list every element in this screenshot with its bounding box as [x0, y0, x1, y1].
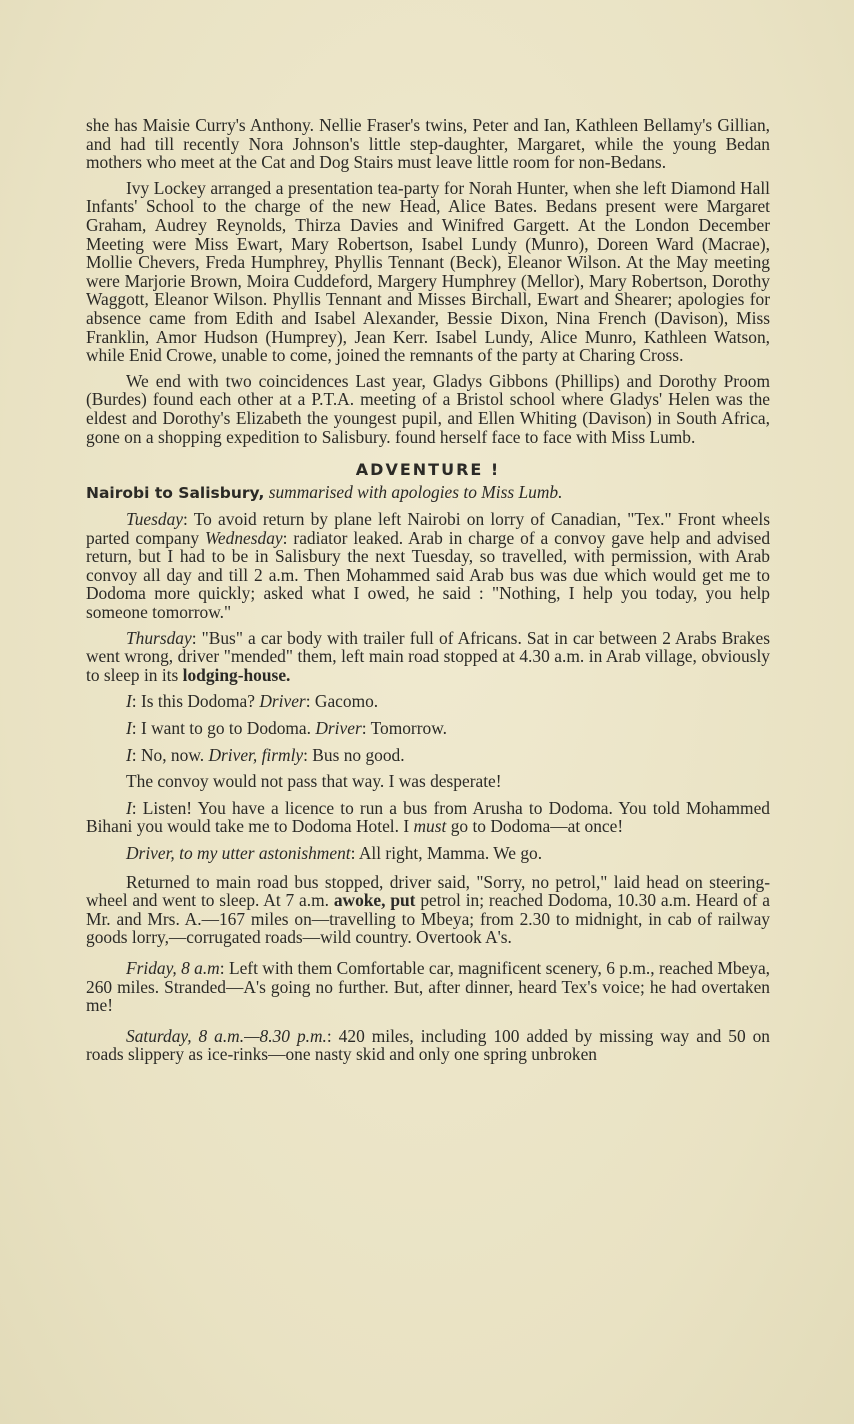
day-label-wednesday: Wednesday: [205, 527, 283, 548]
entry-thursday-bold: lodging-house.: [182, 664, 291, 685]
entry-saturday-text: : 420 miles, including 100 added by missing way and 50 on roads slippery as ice-rinks—one nasty skid and only one spring unbroken: [86, 1025, 770, 1065]
day-label-saturday: Saturday, 8 a.m.—8.30 p.m.: [126, 1025, 327, 1046]
subheading-note: summarised with apologies to Miss Lumb.: [268, 482, 563, 503]
line: : I want to go to Dodoma.: [131, 718, 311, 739]
line: petrol in; reached Dodoma, 10.30 a.m. Heard of a Mr. and Mrs. A.—167 miles on—travelling to Mbeya; from 2.30 to midnight, in cab of railway goods lorry,—corrugated roads—wild country. Overtook A's.: [86, 890, 770, 948]
speaker: I: [126, 691, 132, 712]
emphasis-must: must: [413, 816, 447, 837]
entry-returned-bold: awoke, put: [333, 890, 416, 911]
speaker: I: [126, 797, 132, 818]
line: Returned to main road bus stopped, driver said, "Sorry, no petrol," laid head on steering-wheel and went to sleep. At 7 a.m.: [86, 871, 770, 911]
paragraph-coincidences: We end with two coincidences Last year, Gladys Gibbons (Phillips) and Dorothy Proom (Burdes) found each other at a P.T.A. meeting of a Bristol school where Gladys' Helen was the eldest and Dorothy's Elizabeth the youngest pupil, and Ellen Whiting (Davison) in South Africa, gone on a shopping expedition to Salisbury. found herself face to face with Miss Lumb.: [86, 370, 770, 447]
line: : No, now.: [131, 744, 205, 765]
entry-tuesday: [86, 510, 770, 622]
day-label-tuesday: Tuesday: [126, 509, 184, 530]
convoy-line: The convoy would not pass that way. I was desperate!: [126, 771, 502, 792]
day-label-thursday: Thursday: [126, 627, 192, 648]
paragraph-meetings: Ivy Lockey arranged a presentation tea-party for Norah Hunter, when she left Diamond Hall Infants' School to the charge of the new Head, Alice Bates. Bedans present were Margaret Graham, Audrey Reynolds, Thirza Davies and Winifred Gargett. At the London December Meeting were Miss Ewart, Mary Robertson, Isabel Lundy (Munro), Doreen Ward (Macrae), Mollie Chevers, Freda Humphrey, Phyllis Tennant (Beck), Eleanor Wilson. At the May meeting were Marjorie Brown, Moira Cuddeford, Margery Humphrey (Mellor), Mary Robertson, Dorothy Waggott, Eleanor Wilson. Phyllis Tennant and Misses Birchall, Ewart and Shearer; apologies for absence came from Edith and Isabel Alexander, Bessie Dixon, Nina French (Davison), Miss Franklin, Amor Hudson (Humprey), Jean Kerr. Isabel Lundy, Alice Munro, Kathleen Watson, while Enid Crowe, unable to come, joined the remnants of the party at Charing Cross.: [86, 177, 770, 366]
line: : Is this Dodoma?: [131, 691, 255, 712]
entry-wednesday-text: : radiator leaked. Arab in charge of a convoy gave help and advised return, but I had to be in Salisbury the next Tuesday, so travelled, with permission, with Arab convoy all day and till 2 a.m. Then Mohammed said Arab bus was due which would get me to Dodoma more quickly; asked what I owed, he said : "Nothing, I help you today, you help someone tomorrow.": [86, 527, 771, 623]
dialogue-line-3: [86, 746, 770, 765]
speaker: Driver: [259, 691, 306, 712]
entry-saturday: [86, 1027, 770, 1064]
speaker: Driver, to my utter astonishment: [126, 843, 351, 863]
entry-friday-text: : Left with them Comfortable car, magnificent scenery, 6 p.m., reached Mbeya, 260 miles. Stranded—A's going no further. But, after dinner, heard Tex's voice; he had overtaken me!: [86, 957, 771, 1016]
dialogue-line-1: [86, 692, 770, 711]
line: : Bus no good.: [303, 744, 405, 765]
entry-friday: [86, 959, 770, 1015]
speaker: Driver: [315, 718, 362, 739]
section-subheading: [86, 483, 770, 503]
subheading-title: Nairobi to Salisbury,: [86, 484, 265, 503]
speaker: I: [126, 718, 132, 739]
speaker: Driver, firmly: [208, 744, 304, 765]
speaker: I: [126, 744, 132, 765]
driver-reply: [86, 844, 770, 863]
dialogue-line-2: [86, 719, 770, 738]
line: : Tomorrow.: [361, 718, 447, 739]
line: : All right, Mamma. We go.: [350, 843, 543, 863]
line: : Gacomo.: [305, 691, 379, 712]
entry-returned: [86, 873, 770, 947]
line: : Listen! You have a licence to run a bus from Arusha to Dodoma. You told Mohammed Bihani you would take me to Dodoma Hotel. I: [86, 797, 770, 837]
entry-thursday-text: : "Bus" a car body with trailer full of Africans. Sat in car between 2 Arabs Brakes went wrong, driver "mended" them, left main road stopped at 4.30 a.m. in Arab village, obviously to sleep in its: [86, 627, 770, 685]
entry-thursday: [86, 629, 770, 685]
day-label-friday: Friday, 8 a.m: [126, 957, 220, 978]
section-heading: ADVENTURE !: [355, 460, 501, 480]
dialogue-listen: [86, 799, 770, 836]
paragraph-bedan-children: she has Maisie Curry's Anthony. Nellie Fraser's twins, Peter and Ian, Kathleen Bellamy's Gillian, and had till recently Nora Johnson's little step-daughter, Margaret, while the young Bedan mothers who meet at the Cat and Dog Stairs must leave little room for non-Bedans.: [86, 115, 770, 173]
line: go to Dodoma—at once!: [450, 816, 624, 837]
entry-tuesday-text: : To avoid return by plane left Nairobi on lorry of Canadian, "Tex." Front wheels parted company: [86, 509, 770, 548]
